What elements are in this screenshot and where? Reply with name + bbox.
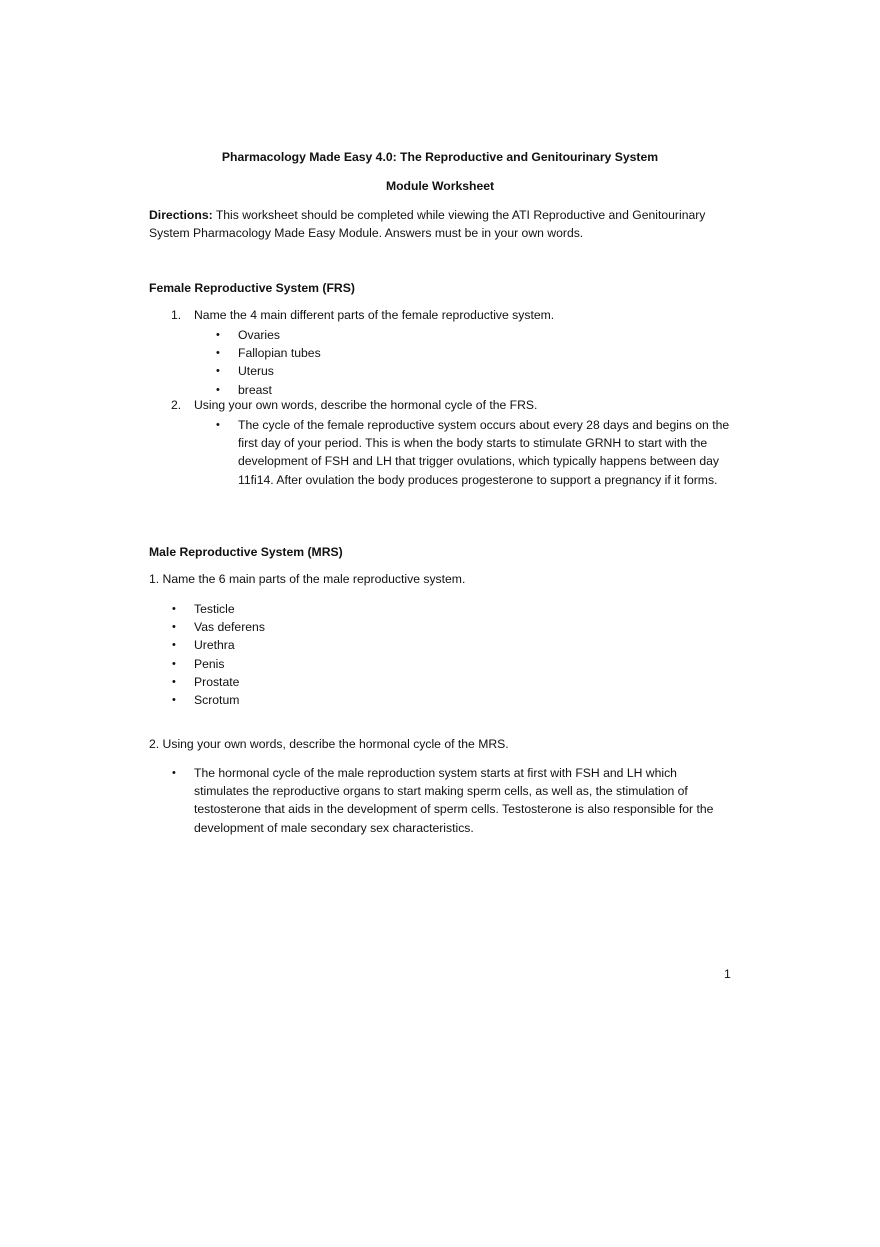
bullet-icon: • [172, 621, 176, 634]
frs-answer-2 [216, 416, 732, 508]
bullet-icon: • [172, 657, 176, 670]
document-subtitle: Module Worksheet [385, 179, 495, 193]
mrs-question-1: 1. Name the 6 main parts of the male reproductive system. [149, 572, 466, 586]
mrs-heading: Male Reproductive System (MRS) [149, 545, 343, 559]
bullet-icon: • [216, 347, 220, 360]
mrs-answer-2 [172, 764, 728, 840]
bullet-icon: • [216, 365, 220, 378]
bullet-icon: • [172, 693, 176, 706]
bullet-icon: • [216, 419, 220, 431]
directions-text: This worksheet should be completed while viewing the ATI Reproductive and Genitourinary System Pharmacology Made Easy Module. Answers must be in your own words. [149, 208, 706, 240]
bullet-icon: • [172, 767, 176, 779]
directions-label: Directions: [149, 208, 213, 222]
frs-question-2-number: 2. [171, 398, 182, 412]
bullet-icon: • [216, 383, 220, 396]
bullet-icon: • [172, 603, 176, 615]
worksheet-page: Pharmacology Made Easy 4.0: The Reproductive and Genitourinary System Module Worksheet Directions: This worksheet should be completed while viewing the ATI Reproductive and Genitourinary System Pharmacology Made Easy Module. Answers must be in your own words. Female Reproductive System (FRS) 1. Name the 4 main different parts of the female reproductive system. • Ovaries • Fallopian tubes • Uterus • breast 2. Using your own words, describe the hormonal cycle of the FRS. • The cycle of the female reproductive system occurs about every 28 days and begins on the first day of your period. This is when the body starts to stimulate GRNH to start with the development of FSH and LH that trigger ovulations, which typically happens between day 11fi14. After ovulation the body produces progesterone to support a pregnancy if it forms. Male Reproductive System (MRS) 1. Name the 6 main parts of the male reproductive system. • Testicle • Vas deferens • Urethra • Penis • Prostate • Scrotum 2. Using your own words, describe the hormonal cycle of the MRS. • The hormonal cycle of the male reproduction system starts at first with FSH and LH which stimulates the reproductive organs to start making sperm cells, as well as, the stimulation of testosterone that aids in the development of sperm cells. Testosterone is also responsible for the development of male secondary sex characteristics. 1 [0, 0, 880, 1247]
mrs-answer-2-text: The hormonal cycle of the male reproduction system starts at first with FSH and LH which stimulates the reproductive organs to start making sperm cells, as well as, the stimulation of testosterone that aids in the development of sperm cells. Testosterone is also responsible for the development of male secondary sex characteristics. [194, 766, 714, 835]
mrs-question-2: 2. Using your own words, describe the hormonal cycle of the MRS. [149, 737, 509, 751]
frs-heading: Female Reproductive System (FRS) [149, 281, 355, 295]
frs-question-1-number: 1. [171, 308, 182, 322]
frs-question-1-text: Name the 4 main different parts of the female reproductive system. [194, 308, 555, 322]
directions-paragraph [149, 206, 739, 242]
bullet-icon: • [216, 329, 220, 341]
bullet-icon: • [172, 639, 176, 652]
page-number: 1 [724, 967, 731, 981]
frs-answer-2-text: The cycle of the female reproductive system occurs about every 28 days and begins on the first day of your period. This is when the body starts to stimulate GRNH to start with the development of FSH and LH that trigger ovulations, which typically happens between day 11fi14. After ovulation the body produces progesterone to support a pregnancy if it forms. [238, 418, 730, 487]
bullet-icon: • [172, 675, 176, 688]
document-title: Pharmacology Made Easy 4.0: The Reproductive and Genitourinary System [221, 150, 659, 164]
frs-question-2-text: Using your own words, describe the hormonal cycle of the FRS. [194, 398, 538, 412]
